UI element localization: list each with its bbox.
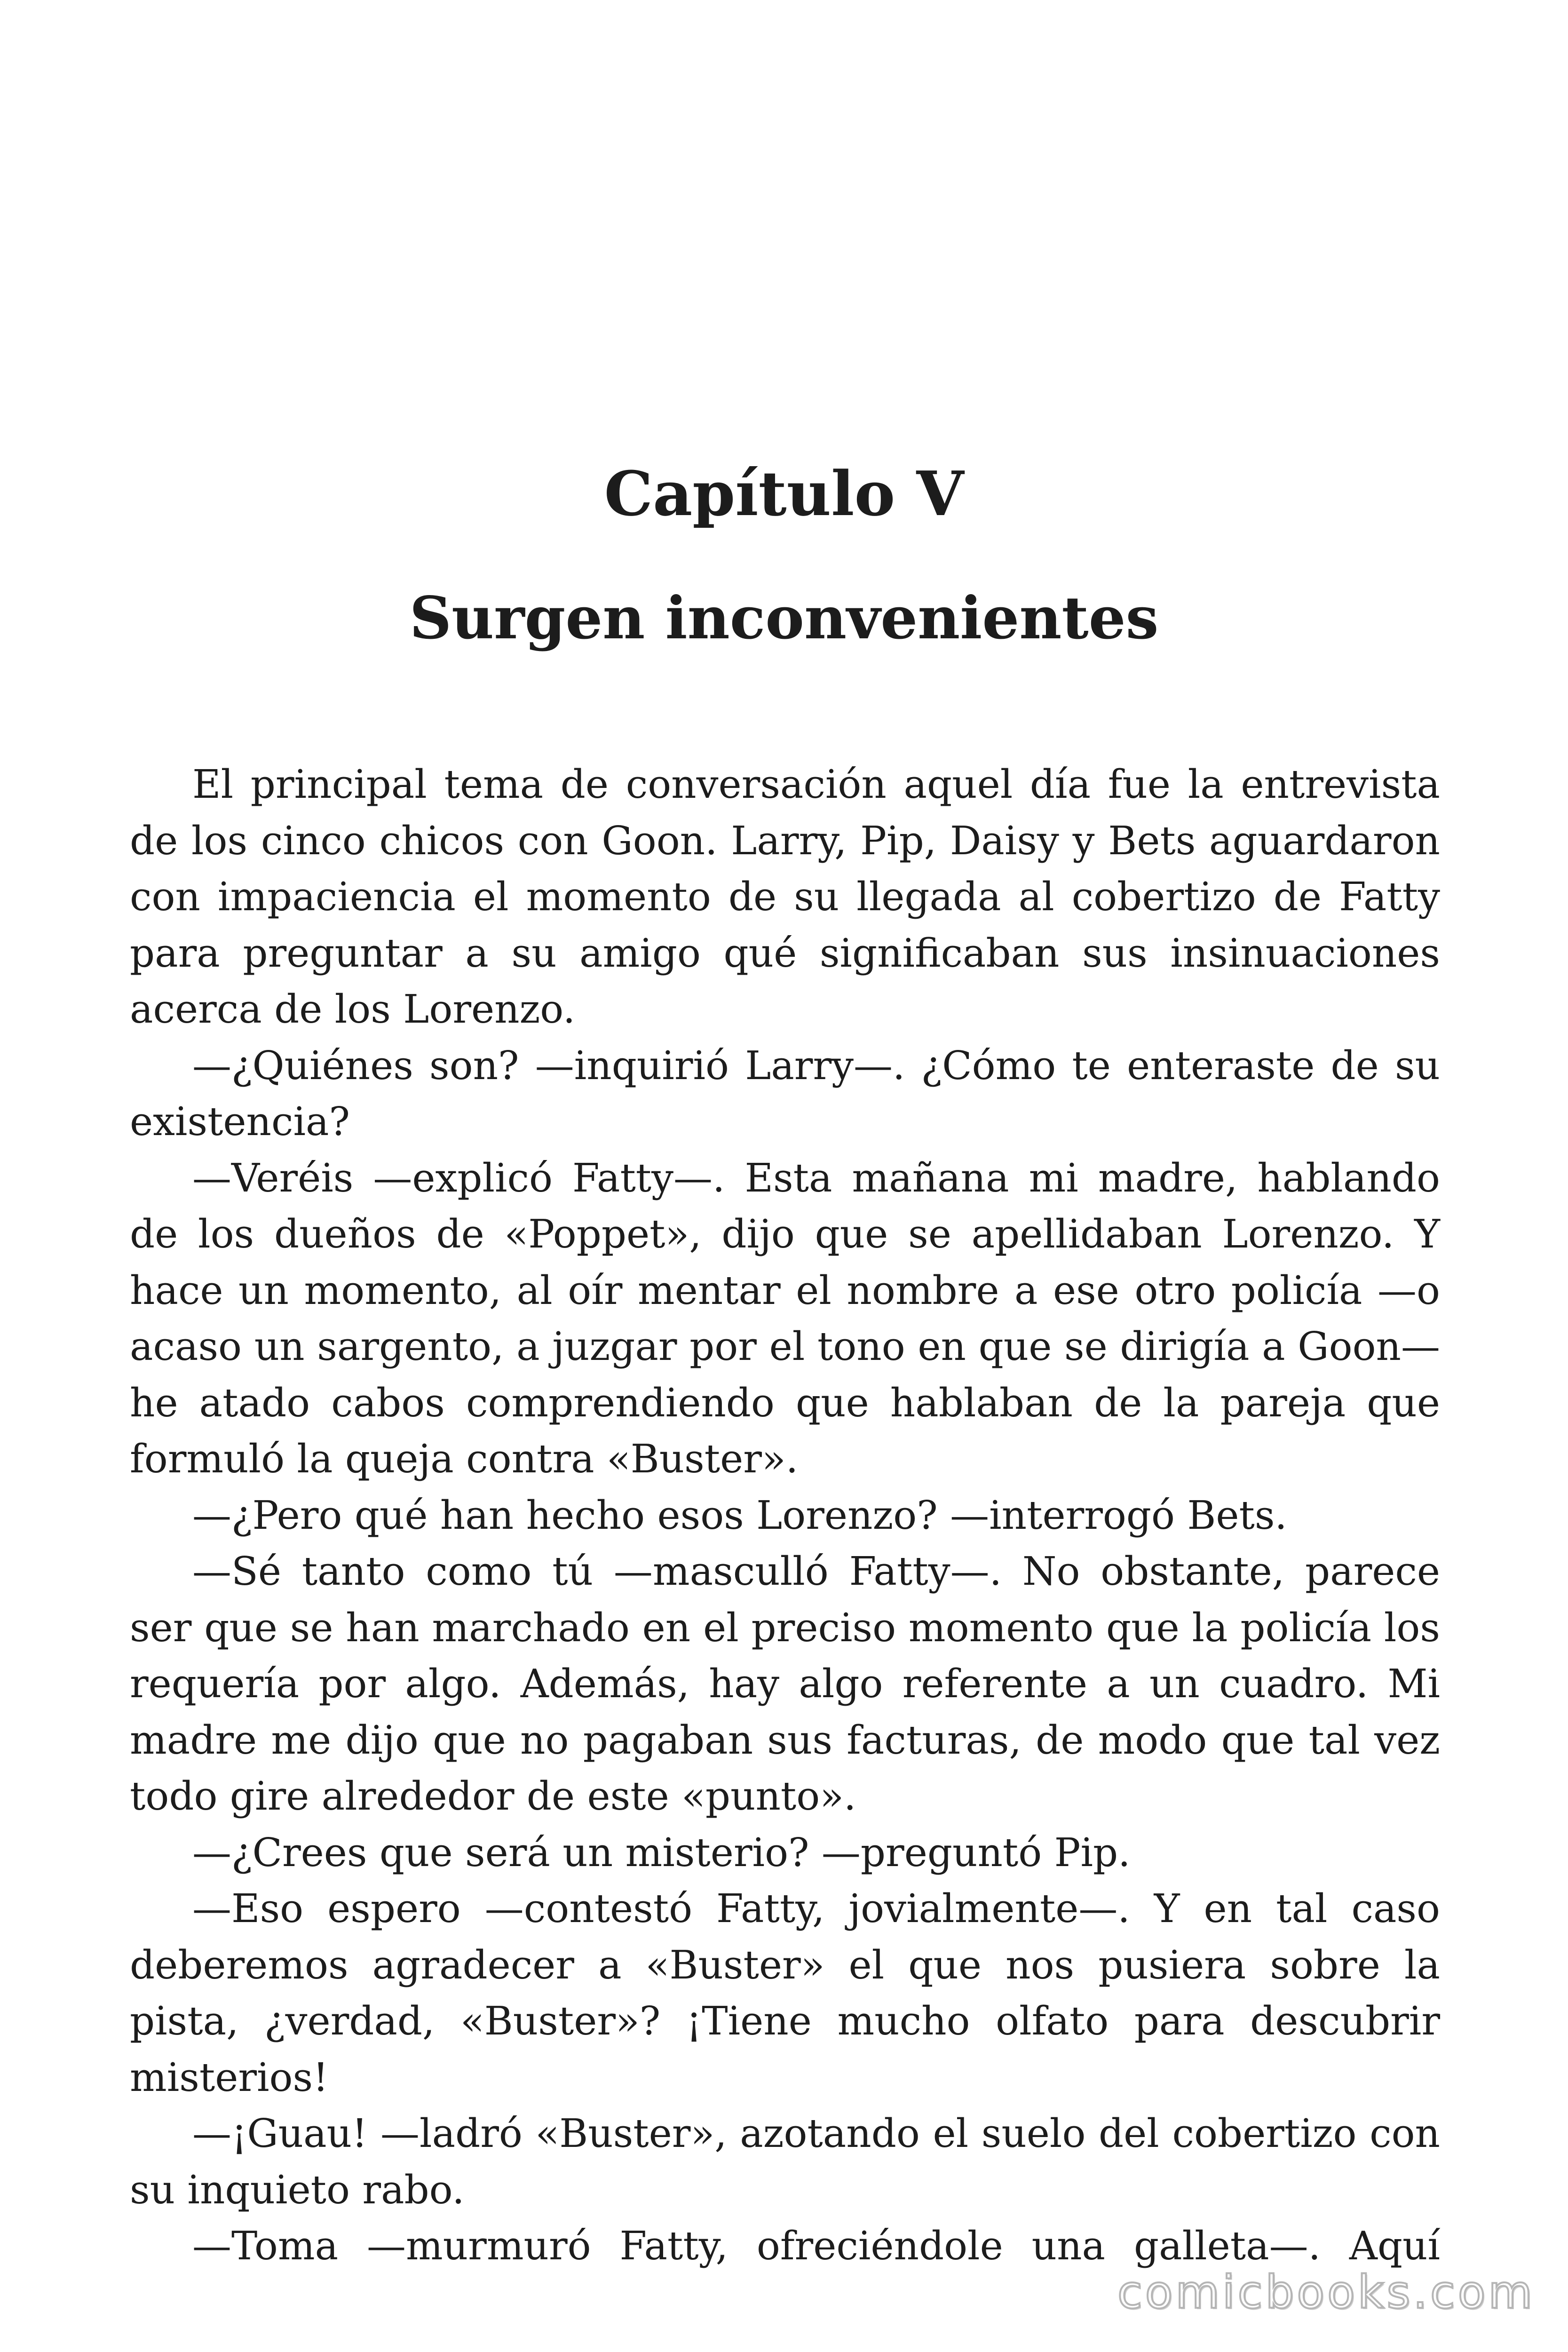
paragraph: —Toma —murmuró Fatty, ofreciéndole una galleta—. Aquí — [192, 2223, 1440, 2269]
paragraph: —¿Quiénes son? —inquirió Larry—. ¿Cómo te enteraste de su existencia? — [130, 1042, 1440, 1144]
paragraph: —Veréis —explicó Fatty—. Esta mañana mi madre, hablando de los dueños de «Poppet», dijo que se apellidaban Lorenzo. Y hace un momento, al oír mentar el nombre a ese otro policía —o acaso un sargento, a juzgar por el tono en que se dirigía a Goon— he atado cabos comprendiendo que hablaban de la pareja que formuló la queja contra «Buster». — [130, 1155, 1440, 1482]
paragraph: —¡Guau! —ladró «Buster», azotando el suelo del cobertizo con su inquieto rabo. — [130, 2111, 1440, 2213]
chapter-body — [130, 756, 1440, 2274]
chapter-title: Surgen inconvenientes — [409, 584, 1159, 652]
paragraph: —Sé tanto como tú —masculló Fatty—. No obstante, parece ser que se han marchado en el preciso momento que la policía los requería por algo. Además, hay algo referente a un cuadro. Mi madre me dijo que no pagaban sus facturas, de modo que tal vez todo gire alrededor de este «punto». — [130, 1549, 1440, 1819]
chapter-number: Capítulo V — [604, 458, 964, 530]
paragraph: —¿Crees que será un misterio? —preguntó Pip. — [192, 1829, 1131, 1875]
paragraph: —¿Pero qué han hecho esos Lorenzo? —interrogó Bets. — [192, 1492, 1287, 1538]
watermark: comicbooks.com — [1117, 2266, 1535, 2319]
paragraph: —Eso espero —contestó Fatty, jovialmente—. Y en tal caso deberemos agradecer a «Buster» el que nos pusiera sobre la pista, ¿verdad, «Buster»? ¡Tiene mucho olfato para descubrir misterios! — [130, 1886, 1440, 2100]
paragraph: El principal tema de conversación aquel día fue la entrevista de los cinco chicos con Goon. Larry, Pip, Daisy y Bets aguardaron con impaciencia el momento de su llegada al cobertizo de Fatty para preguntar a su amigo qué significaban sus insinuaciones acerca de los Lorenzo. — [130, 762, 1440, 1032]
